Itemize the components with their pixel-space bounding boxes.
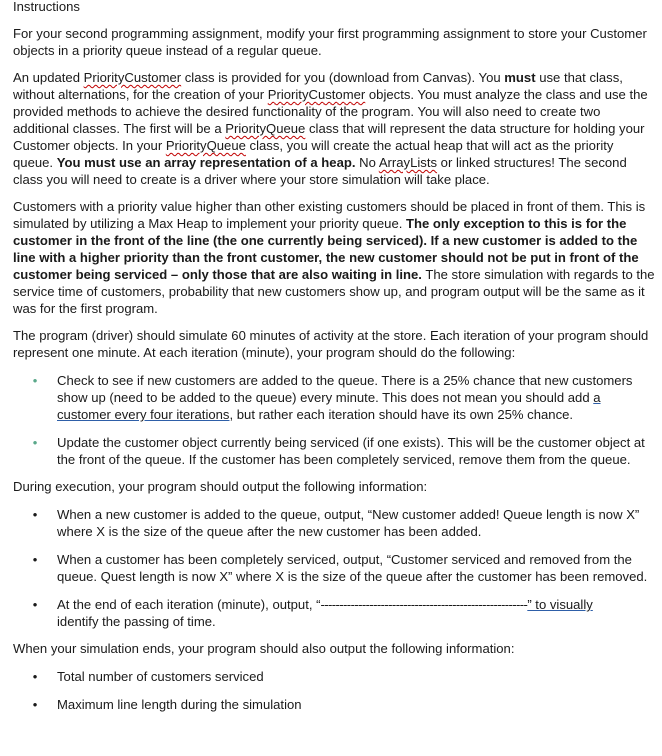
underlined-phrase: a customer every four iterations: [57, 390, 601, 422]
list-item: • When a customer has been completely serviced, output, “Customer serviced and removed from the queue. Quest length is now X” where X is the size of the queue after the customer has been removed.: [32, 552, 648, 584]
bullet-icon: •: [32, 697, 38, 712]
bullet-icon: •: [32, 373, 38, 388]
spell-flagged-word: PriorityQueue: [165, 138, 246, 153]
output-list: [29, 506, 655, 630]
class-paragraph: An updated PriorityCustomer class is provided for you (download from Canvas). You must use that class, without alternations, for the creation of your PriorityCustomer objects. You must analyze the class and use the provided methods to achieve the desired functionality of the program. You will also need to create two additional classes. The first will be a PriorityQueue class that will represent the data structure for holding your Customer objects. In your PriorityQueue class, you will create the actual heap that will act as the priority queue. You must use an array representation of a heap. No ArrayLists or linked structures! The second class you will need to create is a driver where your store simulation will take place.: [13, 70, 648, 187]
bullet-icon: •: [32, 669, 38, 684]
list-item: • At the end of each iteration (minute), output, “-------------------------------------------------------” to visually identify the passing of time.: [32, 597, 593, 629]
spell-flagged-word: PriorityQueue: [225, 121, 306, 136]
spell-flagged-word: PriorityCustomer: [83, 70, 182, 85]
separator-dashes: -------------------------------------------------------: [320, 597, 528, 612]
document-body: [13, 0, 655, 713]
bullet-icon: •: [32, 597, 38, 612]
bullet-icon: •: [32, 435, 38, 450]
spell-flagged-word: ArrayLists: [378, 155, 438, 170]
ends-paragraph: When your simulation ends, your program should also output the following information:: [13, 641, 515, 656]
intro-paragraph: For your second programming assignment, modify your first programming assignment to store your Customer objects in a priority queue instead of a regular queue.: [13, 26, 647, 58]
bullet-icon: •: [32, 507, 38, 522]
bullet-icon: •: [32, 552, 38, 567]
list-item: • When a new customer is added to the queue, output, “New customer added! Queue length is now X” where X is the size of the queue after the new customer has been added.: [32, 507, 640, 539]
section-heading: Instructions: [13, 0, 80, 14]
priority-paragraph: Customers with a priority value higher than other existing customers should be placed in front of them. This is simulated by utilizing a Max Heap to implement your priority queue. The only exception to this is for the customer in the front of the line (the one currently being serviced). If a new customer is added to the line with a higher priority than the front customer, the new customer should not be put in front of the customer being serviced – only those that are also waiting in line. The store simulation with regards to the service time of customers, probability that new customers show up, and program output will be the same as it was for the first program.: [13, 199, 655, 316]
emphasis-exception: The only exception to this is for the customer in the front of the line (the one currently being serviced). If a new customer is added to the line with a higher priority than the front customer, the new customer should not be put in front of the customer being serviced – only those that are also waiting in line.: [13, 216, 639, 282]
list-item: • Maximum line length during the simulation: [32, 697, 302, 712]
spell-flagged-word: PriorityCustomer: [267, 87, 366, 102]
list-item: • Total number of customers serviced: [32, 669, 264, 684]
summary-list: [29, 668, 655, 713]
during-paragraph: During execution, your program should output the following information:: [13, 479, 428, 494]
simulation-paragraph: The program (driver) should simulate 60 minutes of activity at the store. Each iteration of your program should represent one minute. At each iteration (minute), your program should do the following:: [13, 328, 649, 360]
iteration-steps-list: [29, 372, 655, 468]
list-item: • Update the customer object currently being serviced (if one exists). This will be the customer object at the front of the queue. If the customer has been completely serviced, remove them from the queue.: [32, 435, 645, 467]
list-item: • Check to see if new customers are added to the queue. There is a 25% chance that new customers show up (need to be added to the queue) every minute. This does not mean you should add a customer every four iterations, but rather each iteration should have its own 25% chance.: [32, 373, 633, 422]
emphasis-heap: You must use an array representation of a heap.: [56, 155, 356, 170]
